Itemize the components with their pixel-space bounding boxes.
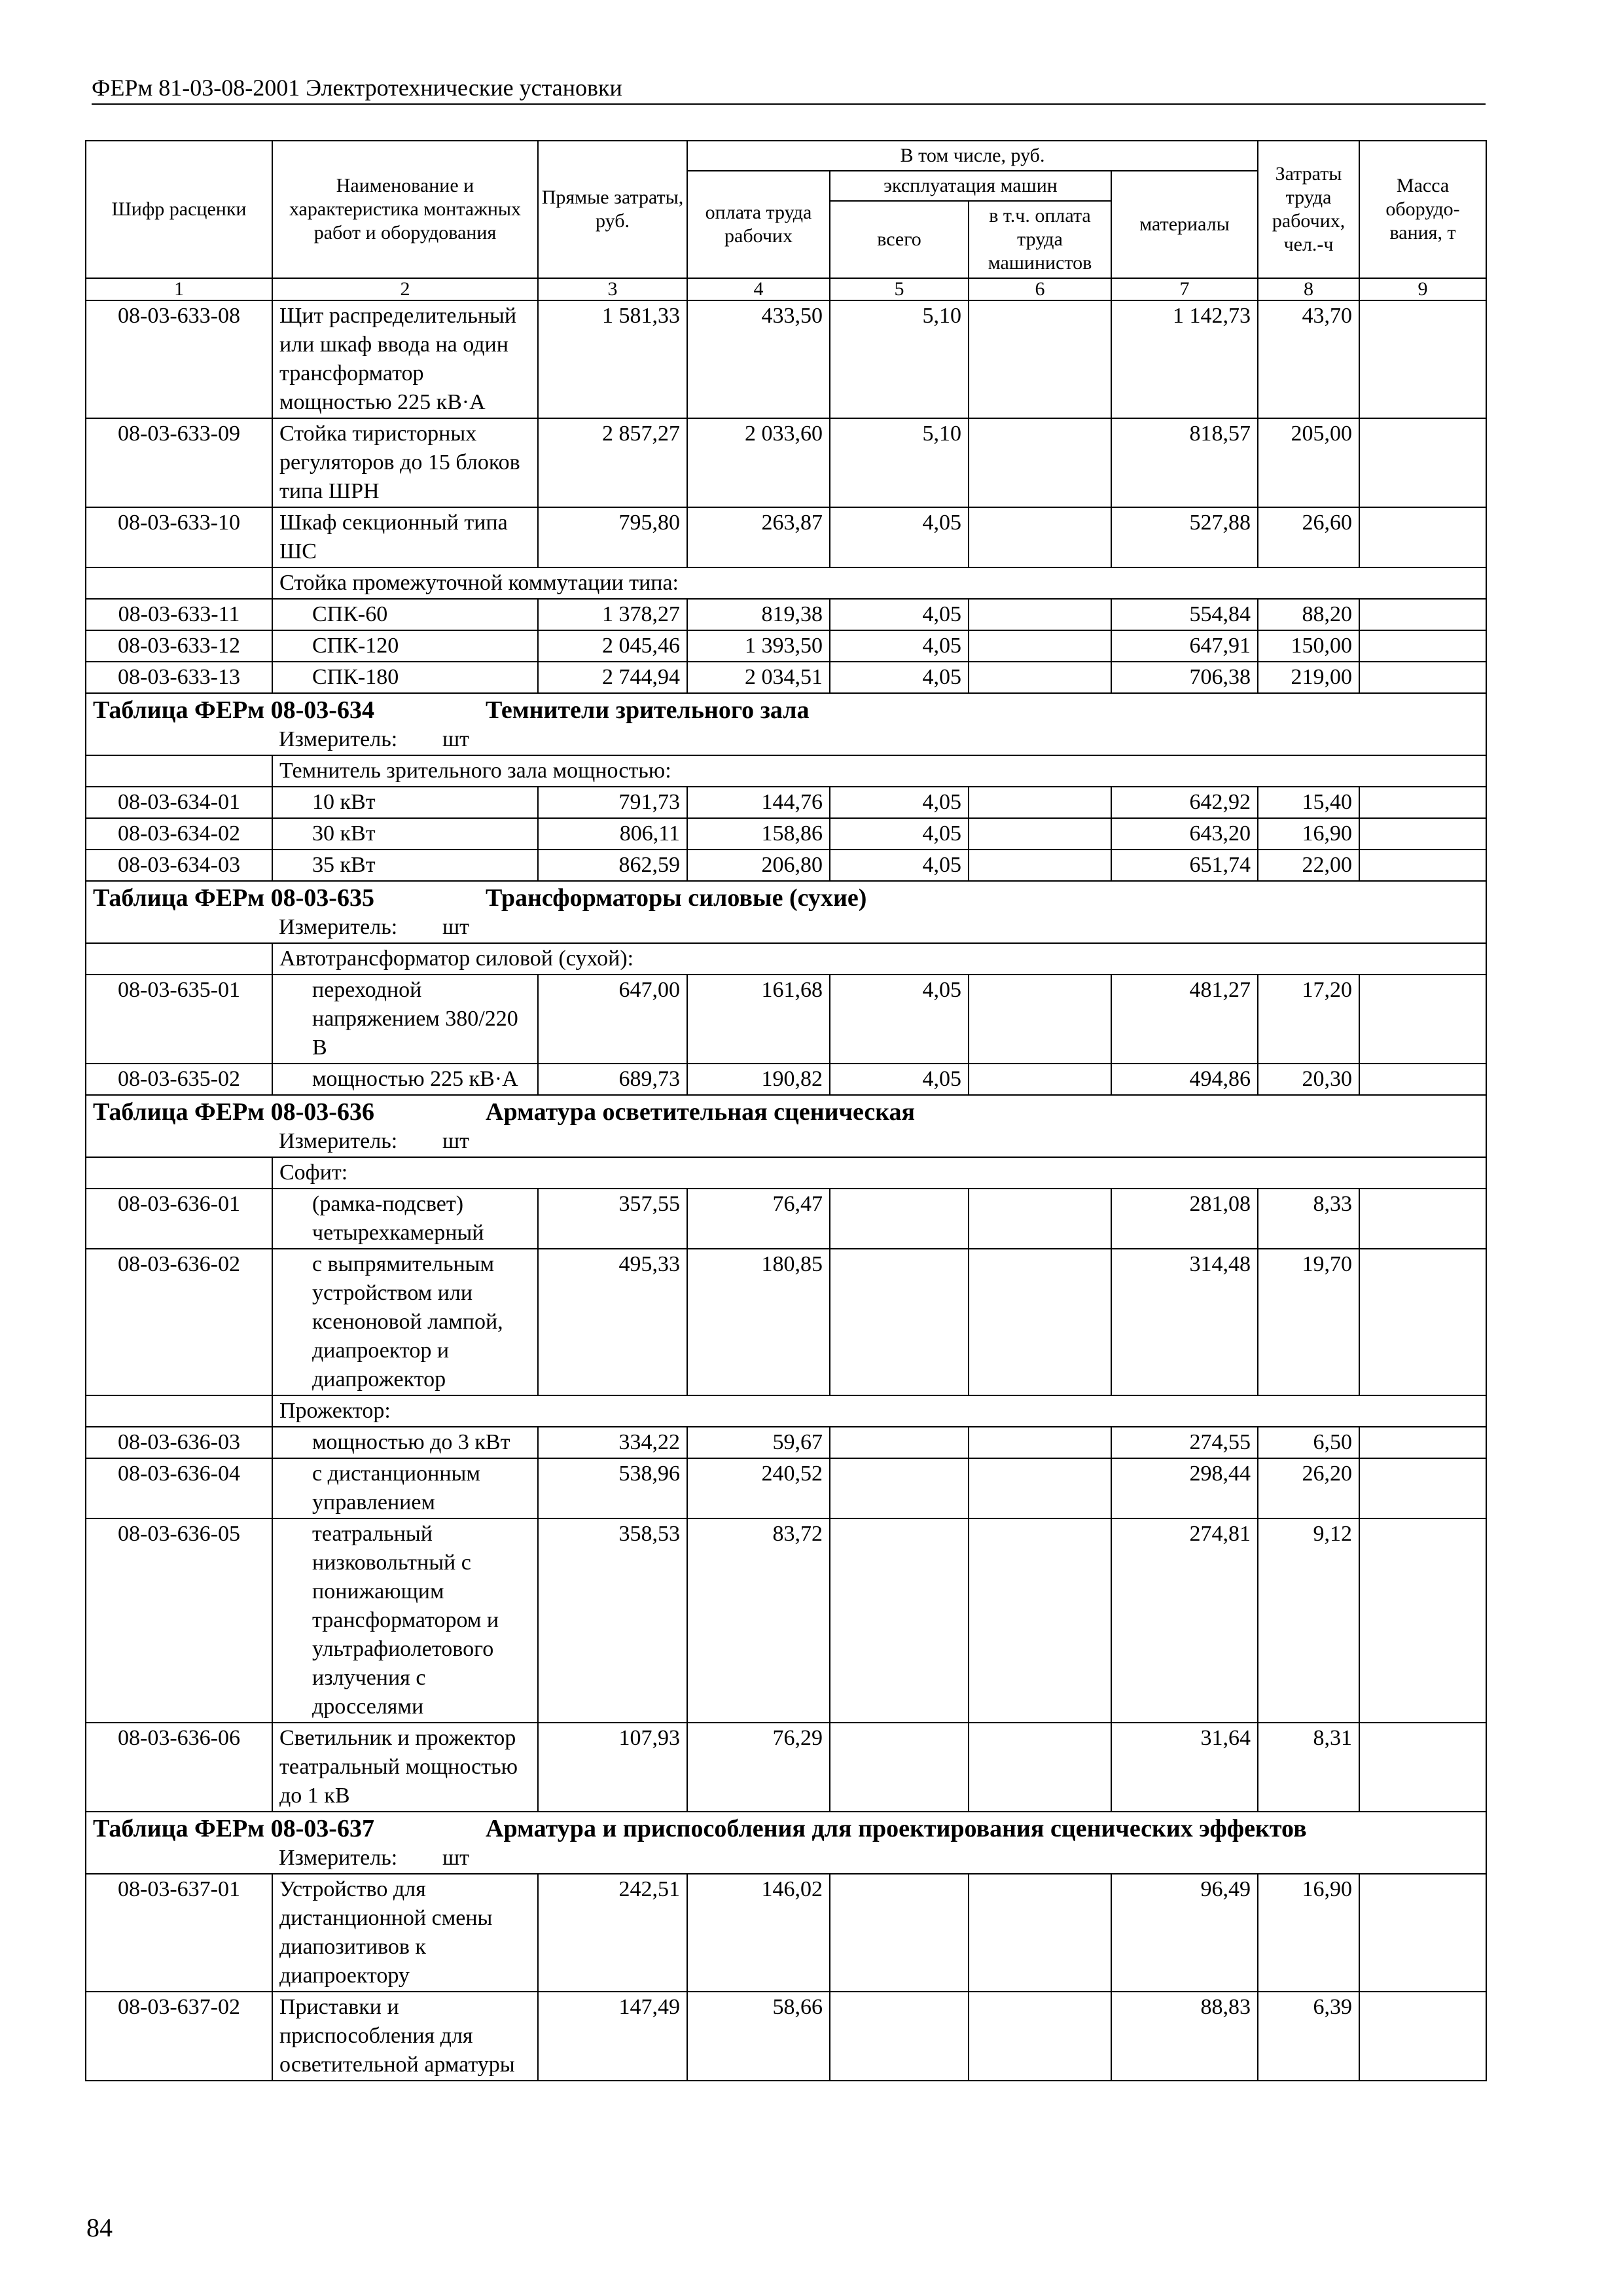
mass-cell — [1359, 507, 1486, 567]
col-materials-header: материалы — [1111, 171, 1258, 278]
group-heading-row — [86, 755, 1486, 787]
machines-total-cell — [830, 1723, 969, 1812]
table-row — [86, 975, 1486, 1064]
rate-code-cell: 08-03-635-01 — [86, 975, 272, 1064]
labor-pay-cell: 1 393,50 — [687, 630, 830, 662]
machines-labor-cell — [969, 418, 1111, 507]
mass-cell — [1359, 599, 1486, 630]
machines-labor-cell — [969, 850, 1111, 881]
direct-cost-cell: 862,59 — [538, 850, 687, 881]
section-title — [86, 1095, 1486, 1127]
rate-code-cell: 08-03-635-02 — [86, 1064, 272, 1095]
rate-code-cell: 08-03-636-02 — [86, 1249, 272, 1395]
col-number: 4 — [687, 278, 830, 300]
direct-cost-cell: 147,49 — [538, 1992, 687, 2081]
work-name-cell: СПК-60 — [272, 599, 538, 630]
labor-pay-cell: 180,85 — [687, 1249, 830, 1395]
empty-cell — [86, 1127, 272, 1157]
labor-hours-cell: 22,00 — [1258, 850, 1359, 881]
col-number: 9 — [1359, 278, 1486, 300]
work-name-cell: с выпрямительным устройством или ксеноновой лампой, диапроектор и диапрожектор — [272, 1249, 538, 1395]
labor-hours-cell: 15,40 — [1258, 787, 1359, 818]
materials-cell: 642,92 — [1111, 787, 1258, 818]
mass-cell — [1359, 787, 1486, 818]
mass-cell — [1359, 300, 1486, 418]
labor-pay-cell: 263,87 — [687, 507, 830, 567]
labor-pay-cell: 83,72 — [687, 1518, 830, 1723]
labor-hours-cell: 26,60 — [1258, 507, 1359, 567]
work-name-cell: Стойка тиристорных регуляторов до 15 блоков типа ШРН — [272, 418, 538, 507]
section-name: Трансформаторы силовые (сухие) — [486, 884, 867, 912]
machines-total-cell: 4,05 — [830, 599, 969, 630]
labor-pay-cell: 59,67 — [687, 1427, 830, 1458]
section-title-row — [86, 1095, 1486, 1127]
mass-cell — [1359, 850, 1486, 881]
empty-cell — [86, 1157, 272, 1189]
machines-labor-cell — [969, 1874, 1111, 1992]
rate-code-cell: 08-03-633-12 — [86, 630, 272, 662]
section-code: Таблица ФЕРм 08-03-634 — [93, 696, 374, 724]
col-labor-header: оплата труда рабочих — [687, 171, 830, 278]
materials-cell: 647,91 — [1111, 630, 1258, 662]
page-number: 84 — [86, 2213, 113, 2242]
machines-total-cell: 4,05 — [830, 787, 969, 818]
machines-total-cell — [830, 1992, 969, 2081]
direct-cost-cell: 242,51 — [538, 1874, 687, 1992]
col-mass-header: Масса оборудо-вания, т — [1359, 141, 1486, 278]
table-row — [86, 418, 1486, 507]
table-row — [86, 818, 1486, 850]
rate-code-cell: 08-03-634-03 — [86, 850, 272, 881]
direct-cost-cell: 495,33 — [538, 1249, 687, 1395]
labor-pay-cell: 819,38 — [687, 599, 830, 630]
empty-cell — [86, 725, 272, 755]
col-number: 6 — [969, 278, 1111, 300]
measure-row — [86, 725, 1486, 755]
direct-cost-cell: 1 581,33 — [538, 300, 687, 418]
materials-cell: 298,44 — [1111, 1458, 1258, 1518]
materials-cell: 88,83 — [1111, 1992, 1258, 2081]
direct-cost-cell: 2 857,27 — [538, 418, 687, 507]
direct-cost-cell: 806,11 — [538, 818, 687, 850]
labor-pay-cell: 76,29 — [687, 1723, 830, 1812]
machines-total-cell: 4,05 — [830, 630, 969, 662]
rate-code-cell: 08-03-637-02 — [86, 1992, 272, 2081]
mass-cell — [1359, 630, 1486, 662]
materials-cell: 314,48 — [1111, 1249, 1258, 1395]
machines-total-cell — [830, 1518, 969, 1723]
mass-cell — [1359, 818, 1486, 850]
rate-code-cell: 08-03-634-01 — [86, 787, 272, 818]
work-name-cell: мощностью 225 кВ·А — [272, 1064, 538, 1095]
machines-total-cell: 4,05 — [830, 1064, 969, 1095]
labor-hours-cell: 8,33 — [1258, 1189, 1359, 1249]
table-row — [86, 1189, 1486, 1249]
mass-cell — [1359, 1064, 1486, 1095]
direct-cost-cell: 795,80 — [538, 507, 687, 567]
rate-code-cell: 08-03-633-09 — [86, 418, 272, 507]
measure-value: шт — [442, 1846, 470, 1870]
table-row — [86, 630, 1486, 662]
machines-labor-cell — [969, 818, 1111, 850]
work-name-cell: Щит распределительный или шкаф ввода на один трансформатор мощностью 225 кВ·А — [272, 300, 538, 418]
direct-cost-cell: 647,00 — [538, 975, 687, 1064]
rate-code-cell: 08-03-636-03 — [86, 1427, 272, 1458]
section-code: Таблица ФЕРм 08-03-635 — [93, 884, 374, 912]
work-name-cell: мощностью до 3 кВт — [272, 1427, 538, 1458]
materials-cell: 554,84 — [1111, 599, 1258, 630]
machines-labor-cell — [969, 787, 1111, 818]
rate-code-cell: 08-03-637-01 — [86, 1874, 272, 1992]
rate-code-cell: 08-03-633-10 — [86, 507, 272, 567]
mass-cell — [1359, 1992, 1486, 2081]
work-name-cell: Светильник и прожектор театральный мощностью до 1 кВ — [272, 1723, 538, 1812]
measure-unit — [272, 1127, 1486, 1157]
machines-labor-cell — [969, 507, 1111, 567]
machines-total-cell: 5,10 — [830, 300, 969, 418]
measure-label: Измеритель: — [279, 727, 398, 751]
col-direct-header: Прямые затраты, руб. — [538, 141, 687, 278]
labor-pay-cell: 433,50 — [687, 300, 830, 418]
machines-total-cell: 4,05 — [830, 850, 969, 881]
empty-cell — [86, 1395, 272, 1427]
section-code: Таблица ФЕРм 08-03-637 — [93, 1815, 374, 1842]
section-name: Арматура и приспособления для проектирования сценических эффектов — [486, 1815, 1307, 1842]
col-name-header: Наименование и характеристика монтажных работ и оборудования — [272, 141, 538, 278]
col-number: 1 — [86, 278, 272, 300]
mass-cell — [1359, 662, 1486, 693]
machines-labor-cell — [969, 1189, 1111, 1249]
machines-labor-cell — [969, 975, 1111, 1064]
labor-pay-cell: 2 034,51 — [687, 662, 830, 693]
column-numbers-row — [86, 278, 1486, 300]
machines-total-cell — [830, 1249, 969, 1395]
section-name: Арматура осветительная сценическая — [486, 1098, 916, 1126]
rate-code-cell: 08-03-634-02 — [86, 818, 272, 850]
group-heading: Темнитель зрительного зала мощностью: — [272, 755, 1486, 787]
group-heading-row — [86, 1157, 1486, 1189]
machines-labor-cell — [969, 300, 1111, 418]
labor-pay-cell: 206,80 — [687, 850, 830, 881]
table-row — [86, 1064, 1486, 1095]
labor-pay-cell: 76,47 — [687, 1189, 830, 1249]
labor-hours-cell: 150,00 — [1258, 630, 1359, 662]
labor-pay-cell: 146,02 — [687, 1874, 830, 1992]
empty-cell — [86, 567, 272, 599]
work-name-cell: театральный низковольтный с понижающим трансформатором и ультрафиолетового излучения с дросселями — [272, 1518, 538, 1723]
table-row — [86, 300, 1486, 418]
rate-code-cell: 08-03-633-13 — [86, 662, 272, 693]
materials-cell: 281,08 — [1111, 1189, 1258, 1249]
measure-label: Измеритель: — [279, 915, 398, 939]
work-name-cell: с дистанционным управлением — [272, 1458, 538, 1518]
rate-code-cell: 08-03-636-05 — [86, 1518, 272, 1723]
col-incl-header: В том числе, руб. — [687, 141, 1258, 171]
group-heading-row — [86, 1395, 1486, 1427]
group-heading-row — [86, 567, 1486, 599]
col-number: 8 — [1258, 278, 1359, 300]
section-title-row — [86, 881, 1486, 913]
col-number: 2 — [272, 278, 538, 300]
group-heading-row — [86, 943, 1486, 975]
table-row — [86, 1427, 1486, 1458]
measure-row — [86, 1127, 1486, 1157]
mass-cell — [1359, 1189, 1486, 1249]
labor-pay-cell: 190,82 — [687, 1064, 830, 1095]
measure-value: шт — [442, 915, 470, 939]
mass-cell — [1359, 1874, 1486, 1992]
labor-hours-cell: 16,90 — [1258, 818, 1359, 850]
mass-cell — [1359, 975, 1486, 1064]
measure-unit — [272, 725, 1486, 755]
table-row — [86, 787, 1486, 818]
section-title — [86, 1812, 1486, 1844]
direct-cost-cell: 538,96 — [538, 1458, 687, 1518]
machines-labor-cell — [969, 1458, 1111, 1518]
direct-cost-cell: 2 744,94 — [538, 662, 687, 693]
empty-cell — [86, 913, 272, 943]
machines-total-cell — [830, 1458, 969, 1518]
labor-hours-cell: 16,90 — [1258, 1874, 1359, 1992]
rate-code-cell: 08-03-633-11 — [86, 599, 272, 630]
machines-labor-cell — [969, 630, 1111, 662]
labor-pay-cell: 161,68 — [687, 975, 830, 1064]
empty-cell — [86, 1844, 272, 1874]
mass-cell — [1359, 1427, 1486, 1458]
work-name-cell: СПК-120 — [272, 630, 538, 662]
work-name-cell: СПК-180 — [272, 662, 538, 693]
labor-hours-cell: 219,00 — [1258, 662, 1359, 693]
section-name: Темнители зрительного зала — [486, 696, 810, 724]
col-number: 3 — [538, 278, 687, 300]
work-name-cell: переходной напряжением 380/220 В — [272, 975, 538, 1064]
labor-pay-cell: 58,66 — [687, 1992, 830, 2081]
materials-cell: 494,86 — [1111, 1064, 1258, 1095]
work-name-cell: 35 кВт — [272, 850, 538, 881]
table-row — [86, 850, 1486, 881]
machines-total-cell: 4,05 — [830, 975, 969, 1064]
direct-cost-cell: 334,22 — [538, 1427, 687, 1458]
col-machines-labor-header: в т.ч. оплата труда машинистов — [969, 201, 1111, 278]
measure-row — [86, 913, 1486, 943]
empty-cell — [86, 755, 272, 787]
direct-cost-cell: 791,73 — [538, 787, 687, 818]
measure-value: шт — [442, 727, 470, 751]
table-body — [86, 300, 1486, 2081]
machines-labor-cell — [969, 1249, 1111, 1395]
labor-hours-cell: 88,20 — [1258, 599, 1359, 630]
work-name-cell: (рамка-подсвет) четырехкамерный — [272, 1189, 538, 1249]
section-title — [86, 693, 1486, 725]
table-row — [86, 1874, 1486, 1992]
section-title — [86, 881, 1486, 913]
labor-hours-cell: 9,12 — [1258, 1518, 1359, 1723]
machines-labor-cell — [969, 1723, 1111, 1812]
group-heading: Софит: — [272, 1157, 1486, 1189]
machines-labor-cell — [969, 1064, 1111, 1095]
work-name-cell: 30 кВт — [272, 818, 538, 850]
col-code-header: Шифр расценки — [86, 141, 272, 278]
table-row — [86, 1992, 1486, 2081]
rate-code-cell: 08-03-633-08 — [86, 300, 272, 418]
col-number: 7 — [1111, 278, 1258, 300]
rate-code-cell: 08-03-636-01 — [86, 1189, 272, 1249]
materials-cell: 274,81 — [1111, 1518, 1258, 1723]
work-name-cell: Приставки и приспособления для осветительной арматуры — [272, 1992, 538, 2081]
table-row — [86, 1723, 1486, 1812]
mass-cell — [1359, 1458, 1486, 1518]
materials-cell: 274,55 — [1111, 1427, 1258, 1458]
col-machines-total-header: всего — [830, 201, 969, 278]
group-heading: Автотрансформатор силовой (сухой): — [272, 943, 1486, 975]
materials-cell: 96,49 — [1111, 1874, 1258, 1992]
group-heading: Прожектор: — [272, 1395, 1486, 1427]
machines-labor-cell — [969, 662, 1111, 693]
rate-code-cell: 08-03-636-06 — [86, 1723, 272, 1812]
table-row — [86, 507, 1486, 567]
materials-cell: 527,88 — [1111, 507, 1258, 567]
materials-cell: 643,20 — [1111, 818, 1258, 850]
direct-cost-cell: 107,93 — [538, 1723, 687, 1812]
mass-cell — [1359, 1723, 1486, 1812]
measure-unit — [272, 913, 1486, 943]
labor-hours-cell: 6,39 — [1258, 1992, 1359, 2081]
labor-hours-cell: 6,50 — [1258, 1427, 1359, 1458]
machines-total-cell — [830, 1427, 969, 1458]
page-header: ФЕРм 81-03-08-2001 Электротехнические установки — [92, 73, 1486, 105]
labor-hours-cell: 205,00 — [1258, 418, 1359, 507]
table-row — [86, 1518, 1486, 1723]
direct-cost-cell: 1 378,27 — [538, 599, 687, 630]
direct-cost-cell: 358,53 — [538, 1518, 687, 1723]
rates-table — [85, 140, 1487, 2081]
section-title-row — [86, 693, 1486, 725]
section-code: Таблица ФЕРм 08-03-636 — [93, 1098, 374, 1126]
machines-labor-cell — [969, 1427, 1111, 1458]
table-row — [86, 662, 1486, 693]
measure-unit — [272, 1844, 1486, 1874]
col-machines-header: эксплуатация машин — [830, 171, 1111, 201]
machines-total-cell — [830, 1874, 969, 1992]
labor-hours-cell: 20,30 — [1258, 1064, 1359, 1095]
col-number: 5 — [830, 278, 969, 300]
direct-cost-cell: 2 045,46 — [538, 630, 687, 662]
mass-cell — [1359, 418, 1486, 507]
labor-hours-cell: 26,20 — [1258, 1458, 1359, 1518]
machines-labor-cell — [969, 1992, 1111, 2081]
labor-pay-cell: 2 033,60 — [687, 418, 830, 507]
section-title-row — [86, 1812, 1486, 1844]
measure-label: Измеритель: — [279, 1129, 398, 1153]
materials-cell: 481,27 — [1111, 975, 1258, 1064]
materials-cell: 651,74 — [1111, 850, 1258, 881]
empty-cell — [86, 943, 272, 975]
work-name-cell: 10 кВт — [272, 787, 538, 818]
materials-cell: 818,57 — [1111, 418, 1258, 507]
machines-total-cell: 4,05 — [830, 507, 969, 567]
labor-hours-cell: 8,31 — [1258, 1723, 1359, 1812]
machines-total-cell: 4,05 — [830, 818, 969, 850]
work-name-cell: Устройство для дистанционной смены диапозитивов к диапроектору — [272, 1874, 538, 1992]
direct-cost-cell: 689,73 — [538, 1064, 687, 1095]
measure-label: Измеритель: — [279, 1846, 398, 1870]
col-hours-header: Затраты труда рабочих, чел.-ч — [1258, 141, 1359, 278]
machines-labor-cell — [969, 599, 1111, 630]
mass-cell — [1359, 1249, 1486, 1395]
mass-cell — [1359, 1518, 1486, 1723]
rate-code-cell: 08-03-636-04 — [86, 1458, 272, 1518]
direct-cost-cell: 357,55 — [538, 1189, 687, 1249]
materials-cell: 1 142,73 — [1111, 300, 1258, 418]
table-row — [86, 1249, 1486, 1395]
machines-labor-cell — [969, 1518, 1111, 1723]
group-heading: Стойка промежуточной коммутации типа: — [272, 567, 1486, 599]
machines-total-cell: 4,05 — [830, 662, 969, 693]
materials-cell: 31,64 — [1111, 1723, 1258, 1812]
labor-hours-cell: 43,70 — [1258, 300, 1359, 418]
labor-pay-cell: 144,76 — [687, 787, 830, 818]
table-row — [86, 1458, 1486, 1518]
table-header — [86, 141, 1486, 300]
labor-pay-cell: 158,86 — [687, 818, 830, 850]
machines-total-cell: 5,10 — [830, 418, 969, 507]
measure-value: шт — [442, 1129, 470, 1153]
labor-pay-cell: 240,52 — [687, 1458, 830, 1518]
machines-total-cell — [830, 1189, 969, 1249]
work-name-cell: Шкаф секционный типа ШС — [272, 507, 538, 567]
labor-hours-cell: 17,20 — [1258, 975, 1359, 1064]
table-row — [86, 599, 1486, 630]
measure-row — [86, 1844, 1486, 1874]
labor-hours-cell: 19,70 — [1258, 1249, 1359, 1395]
materials-cell: 706,38 — [1111, 662, 1258, 693]
